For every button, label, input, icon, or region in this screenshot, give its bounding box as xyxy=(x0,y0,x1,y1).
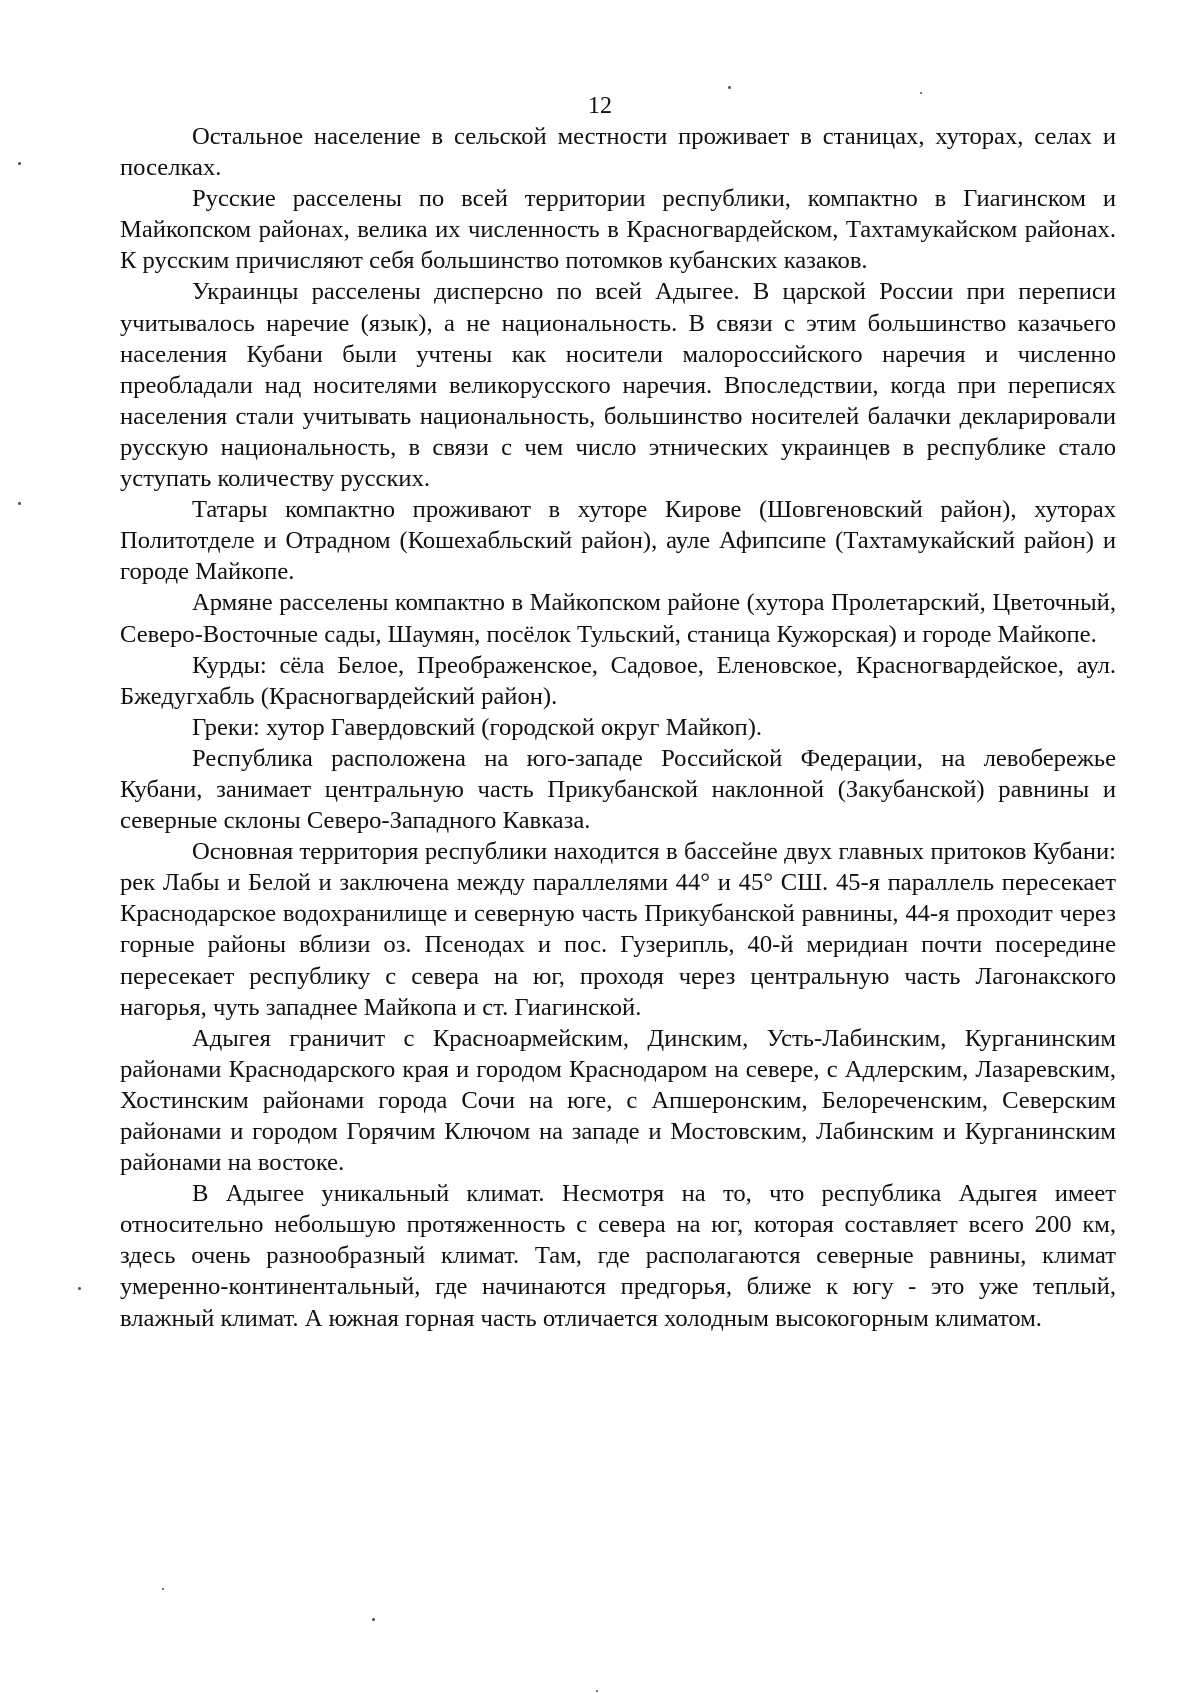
paragraph-greeks: Греки: хутор Гавердовский (городской округ Майкоп). xyxy=(192,713,763,741)
body-text xyxy=(120,121,1116,1334)
paragraph-ukrainians: Украинцы расселены дисперсно по всей Адыгее. В царской России при переписи учитывалось наречие (язык), а не национальность. В связи с этим большинство казачьего населения Кубани были учтены как носители малороссийского наречия и численно преобладали над носителями великорусского наречия. Впоследствии, когда при переписях населения стали учитывать национальность, большинство носителей балачки декларировали русскую национальность, в связи с чем число этнических украинцев в республике стало уступать количеству русских. xyxy=(120,278,1116,493)
paragraph-kurds: Курды: сёла Белое, Преображенское, Садовое, Еленовское, Красногвардейское, аул. Бжедугхабль (Красногвардейский район). xyxy=(120,651,1116,710)
paragraph-climate: В Адыгее уникальный климат. Несмотря на то, что республика Адыгея имеет относительно небольшую протяженность с севера на юг, которая составляет всего 200 км, здесь очень разнообразный климат. Там, где располагаются северные равнины, климат умеренно-континентальный, где начинаются предгорья, ближе к югу - это уже теплый, влажный климат. А южная горная часть отличается холодным высокогорным климатом. xyxy=(120,1180,1116,1332)
paragraph-territory: Основная территория республики находится в бассейне двух главных притоков Кубани: рек Лабы и Белой и заключена между параллелями 44° и 45° СШ. 45-я параллель пересекает Краснодарское водохранилище и северную часть Прикубанской равнины, 44-я проходит через горные районы вблизи оз. Псенодах и пос. Гузерипль, 40-й меридиан почти посередине пересекает республику с севера на юг, проходя через центральную часть Лагонакского нагорья, чуть западнее Майкопа и ст. Гиагинской. xyxy=(120,838,1116,1021)
paragraph-russians: Русские расселены по всей территории республики, компактно в Гиагинском и Майкопском районах, велика их численность в Красногвардейском, Тахтамукайском районах. К русским причисляют себя большинство потомков кубанских казаков. xyxy=(120,185,1116,275)
paragraph-armenians: Армяне расселены компактно в Майкопском районе (хутора Пролетарский, Цветочный, Северо-Восточные сады, Шаумян, посёлок Тульский, станица Кужорская) и городе Майкопе. xyxy=(120,589,1116,648)
paragraph-borders: Адыгея граничит с Красноармейским, Динским, Усть-Лабинским, Курганинским районами Краснодарского края и городом Краснодаром на севере, с Адлерским, Лазаревским, Хостинским районами города Сочи на юге, с Апшеронским, Белореченским, Северским районами и городом Горячим Ключом на западе и Мостовским, Лабинским и Курганинским районами на востоке. xyxy=(120,1024,1116,1177)
scan-speck xyxy=(162,1588,164,1590)
scan-speck xyxy=(78,1287,81,1290)
page-number: 12 xyxy=(588,93,612,119)
scan-speck xyxy=(372,1618,375,1621)
scan-speck xyxy=(18,162,21,165)
scan-speck xyxy=(728,86,731,89)
paragraph-rural-population: Остальное население в сельской местности проживает в станицах, хуторах, селах и поселках. xyxy=(120,123,1116,182)
paragraph-tatars: Татары компактно проживают в хуторе Кирове (Шовгеновский район), хуторах Политотделе и Отрадном (Кошехабльский район), ауле Афипсипе (Тахтамукайский район) и городе Майкопе. xyxy=(120,496,1116,586)
scan-speck xyxy=(596,1690,598,1692)
scan-speck xyxy=(920,92,922,94)
paragraph-location: Республика расположена на юго-западе Российской Федерации, на левобережье Кубани, занимает центральную часть Прикубанской наклонной (Закубанской) равнины и северные склоны Северо-Западного Кавказа. xyxy=(120,744,1116,835)
scan-speck xyxy=(18,502,21,505)
